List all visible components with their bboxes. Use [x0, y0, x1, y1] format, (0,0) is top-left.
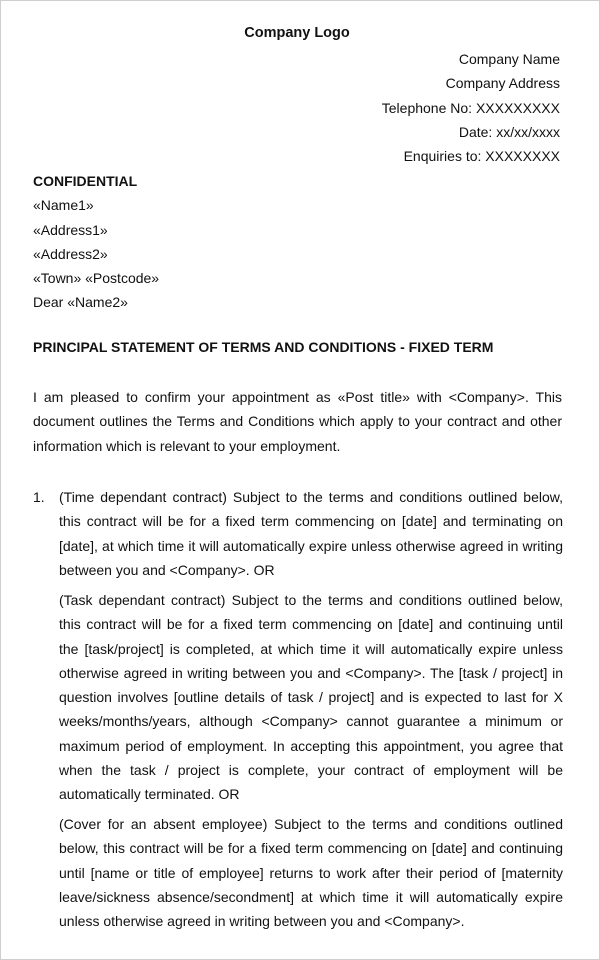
recipient-name: «Name1» [33, 197, 94, 214]
enquiries-contact: Enquiries to: XXXXXXXX [403, 148, 560, 165]
sender-details [382, 47, 560, 168]
salutation: Dear «Name2» [33, 294, 128, 311]
clause-paragraph-absent-cover: (Cover for an absent employee) Subject to the terms and conditions outlined below, this contract will be for a fixed term commencing on [date] and continuing until [name or title of employee] returns to work after their period of [maternity leave/sickness absence/secondment] at which time it will automatically expire unless otherwise agreed in writing between you and <Company>. [59, 816, 563, 930]
clause-number: 1. [33, 489, 45, 505]
letter-date: Date: xx/xx/xxxx [458, 123, 560, 140]
telephone-number: Telephone No: XXXXXXXXX [381, 99, 560, 116]
recipient-block [33, 169, 159, 315]
confidential-label: CONFIDENTIAL [33, 173, 138, 189]
company-logo-text: Company Logo [244, 25, 350, 41]
company-name: Company Name [458, 51, 560, 67]
recipient-address-line-1: «Address1» [33, 221, 108, 238]
company-address: Company Address [445, 75, 560, 92]
recipient-town-postcode: «Town» «Postcode» [33, 270, 160, 287]
clause-paragraph-time-dependant: (Time dependant contract) Subject to the terms and conditions outlined below, this contract will be for a fixed term commencing on [date] and terminating on [date], at which time it will automatically expire unless otherwise agreed in writing between you and <Company>. OR [59, 489, 563, 578]
recipient-address-line-2: «Address2» [33, 245, 108, 262]
intro-paragraph: I am pleased to confirm your appointment as «Post title» with <Company>. This document outlines the Terms and Conditions which apply to your contract and other information which is relevant to your employment. [33, 389, 562, 454]
document-heading: PRINCIPAL STATEMENT OF TERMS AND CONDITIONS - FIXED TERM [33, 339, 494, 355]
clause-paragraph-task-dependant: (Task dependant contract) Subject to the terms and conditions outlined below, this contract will be for a fixed term commencing on [date] and continuing until the [task/project] is completed, at which time it will automatically expire unless otherwise agreed in writing between you and <Company>. The [task / project] in question involves [outline details of task / project] and is expected to last for X weeks/months/years, although <Company> cannot guarantee a minimum or maximum period of employment. In accepting this appointment, you agree that when the task / project is complete, your contract of employment will be automatically terminated. OR [59, 592, 563, 803]
